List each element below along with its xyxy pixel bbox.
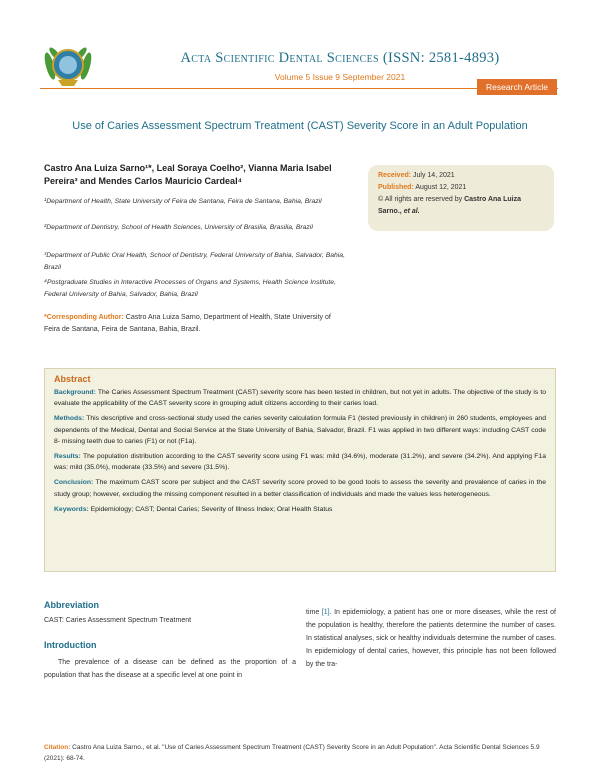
abstract-keywords — [54, 504, 546, 515]
abstract-heading: Abstract — [54, 374, 91, 384]
affiliation-1: ¹Department of Health, State University of Feira de Santana, Feira de Santana, Bahia, Brazil — [44, 198, 322, 205]
abstract-results — [54, 451, 546, 473]
rights-prefix: © All rights are reserved by — [378, 196, 465, 203]
corresponding-text: Castro Ana Luiza Sarno, Department of Health, State University of Feira de Santana, Feira de Santana, Bahia, Brazil. — [44, 314, 331, 333]
abbreviation-text: CAST: Caries Assessment Spectrum Treatment — [44, 617, 192, 624]
methods-text: This descriptive and cross-sectional study used the caries severity calculation formula F1 (tested previously in children) in 260 students, employees and dependents of the Medical, Dental and Social Service at the State University of Bahia, Salvador, Brazil. F1 was applied in two different ways: including CAST code 8- missing teeth due to caries (F1) or not (F1a). — [54, 415, 546, 445]
results-label: Results: — [54, 453, 81, 461]
col2-post: . In epidemiology, a patient has one or more diseases, while the rest of the population is healthy, therefore the patients determine the number of cases. In statistical analyses, sick or healthy individuals determine the number of cases. In epidemiology of dental caries, however, this principle has not been followed by the tra- — [306, 609, 556, 668]
received-label: Received: — [378, 172, 412, 179]
rights-name: Castro Ana Luiza Sarno., — [378, 196, 522, 215]
paper-title: Use of Caries Assessment Spectrum Treatment (CAST) Severity Score in an Adult Population — [72, 120, 528, 132]
affiliation-2: ²Department of Dentistry, School of Health Sciences, University of Brasilia, Brasilia, Brazil — [44, 224, 313, 231]
published-date: August 12, 2021 — [413, 184, 467, 191]
published-label: Published: — [378, 184, 414, 191]
author-list: Castro Ana Luiza Sarno¹*, Leal Soraya Coelho², Vianna Maria Isabel Pereira³ and Mendes Carlos Mauricio Cardeal⁴ — [44, 163, 332, 186]
corresponding-label: *Corresponding Author: — [44, 314, 124, 321]
keywords-label: Keywords: — [54, 505, 89, 513]
dates-box — [368, 165, 554, 231]
abstract-methods — [54, 413, 546, 447]
background-label: Background: — [54, 389, 96, 396]
citation — [44, 742, 554, 764]
methods-label: Methods: — [54, 415, 85, 423]
introduction-heading: Introduction — [44, 640, 97, 650]
corresponding-author — [44, 312, 344, 336]
intro-paragraph-col1: The prevalence of a disease can be defined as the proportion of a population that has the disease at a specific level at one point in — [44, 659, 296, 679]
issue-info: Volume 5 Issue 9 September 2021 — [274, 72, 406, 82]
abstract-box — [44, 368, 556, 572]
abstract-conclusion — [54, 477, 546, 499]
journal-title: Acta Scientific Dental Sciences (ISSN: 2581-4893) — [180, 50, 500, 66]
abstract-background — [54, 387, 546, 409]
intro-paragraph-col2 — [306, 606, 556, 671]
citation-label: Citation: — [44, 744, 71, 751]
affiliation-3: ³Department of Public Oral Health, School of Dentistry, Federal University of Bahia, Salvador, Bahia, Brazil — [44, 252, 345, 271]
keywords-text: Epidemiology; CAST; Dental Caries; Severity of Illness Index; Oral Health Status — [88, 505, 333, 513]
citation-text: Castro Ana Luiza Sarno., et al. "Use of Caries Assessment Spectrum Treatment (CAST) Severity Score in an Adult Population". Acta Scientific Dental Sciences 5.9 (2021): 68-74. — [44, 744, 540, 762]
reference-link[interactable]: [1] — [321, 609, 330, 616]
affiliation-4: ⁴Postgraduate Studies in Interactive Processes of Organs and Systems, Health Science Institute, Federal University of Bahia, Salvador, Bahia, Brazil — [44, 279, 336, 298]
rights-etal: et al. — [403, 208, 420, 215]
journal-logo — [40, 40, 96, 92]
col2-pre: time — [306, 609, 322, 616]
conclusion-label: Conclusion: — [54, 479, 94, 487]
received-date: July 14, 2021 — [411, 172, 455, 179]
background-text: The Caries Assessment Spectrum Treatment (CAST) severity score has been tested in children, but not yet in adults. The objective of the study is to evaluate the applicability of the CAST severity score in grouping adult citizens according to their caries load. — [54, 389, 546, 408]
abbreviation-heading: Abbreviation — [44, 600, 100, 610]
article-type-badge: Research Article — [477, 79, 557, 95]
results-text: The population distribution according to the CAST severity score using F1 was: mild (34.6%), moderate (31.2%), and severe (34.2%). And applying F1a was: mild (35.0%), moderate (33.5%) and severe (31.5%). — [54, 453, 546, 472]
conclusion-text: The maximum CAST score per subject and the CAST severity score proved to be good tools to assess the severity and prevalence of caries in the study group; however, excluding the missing component resulted in a better classification of individuals and made the values less heterogeneous. — [54, 479, 546, 498]
